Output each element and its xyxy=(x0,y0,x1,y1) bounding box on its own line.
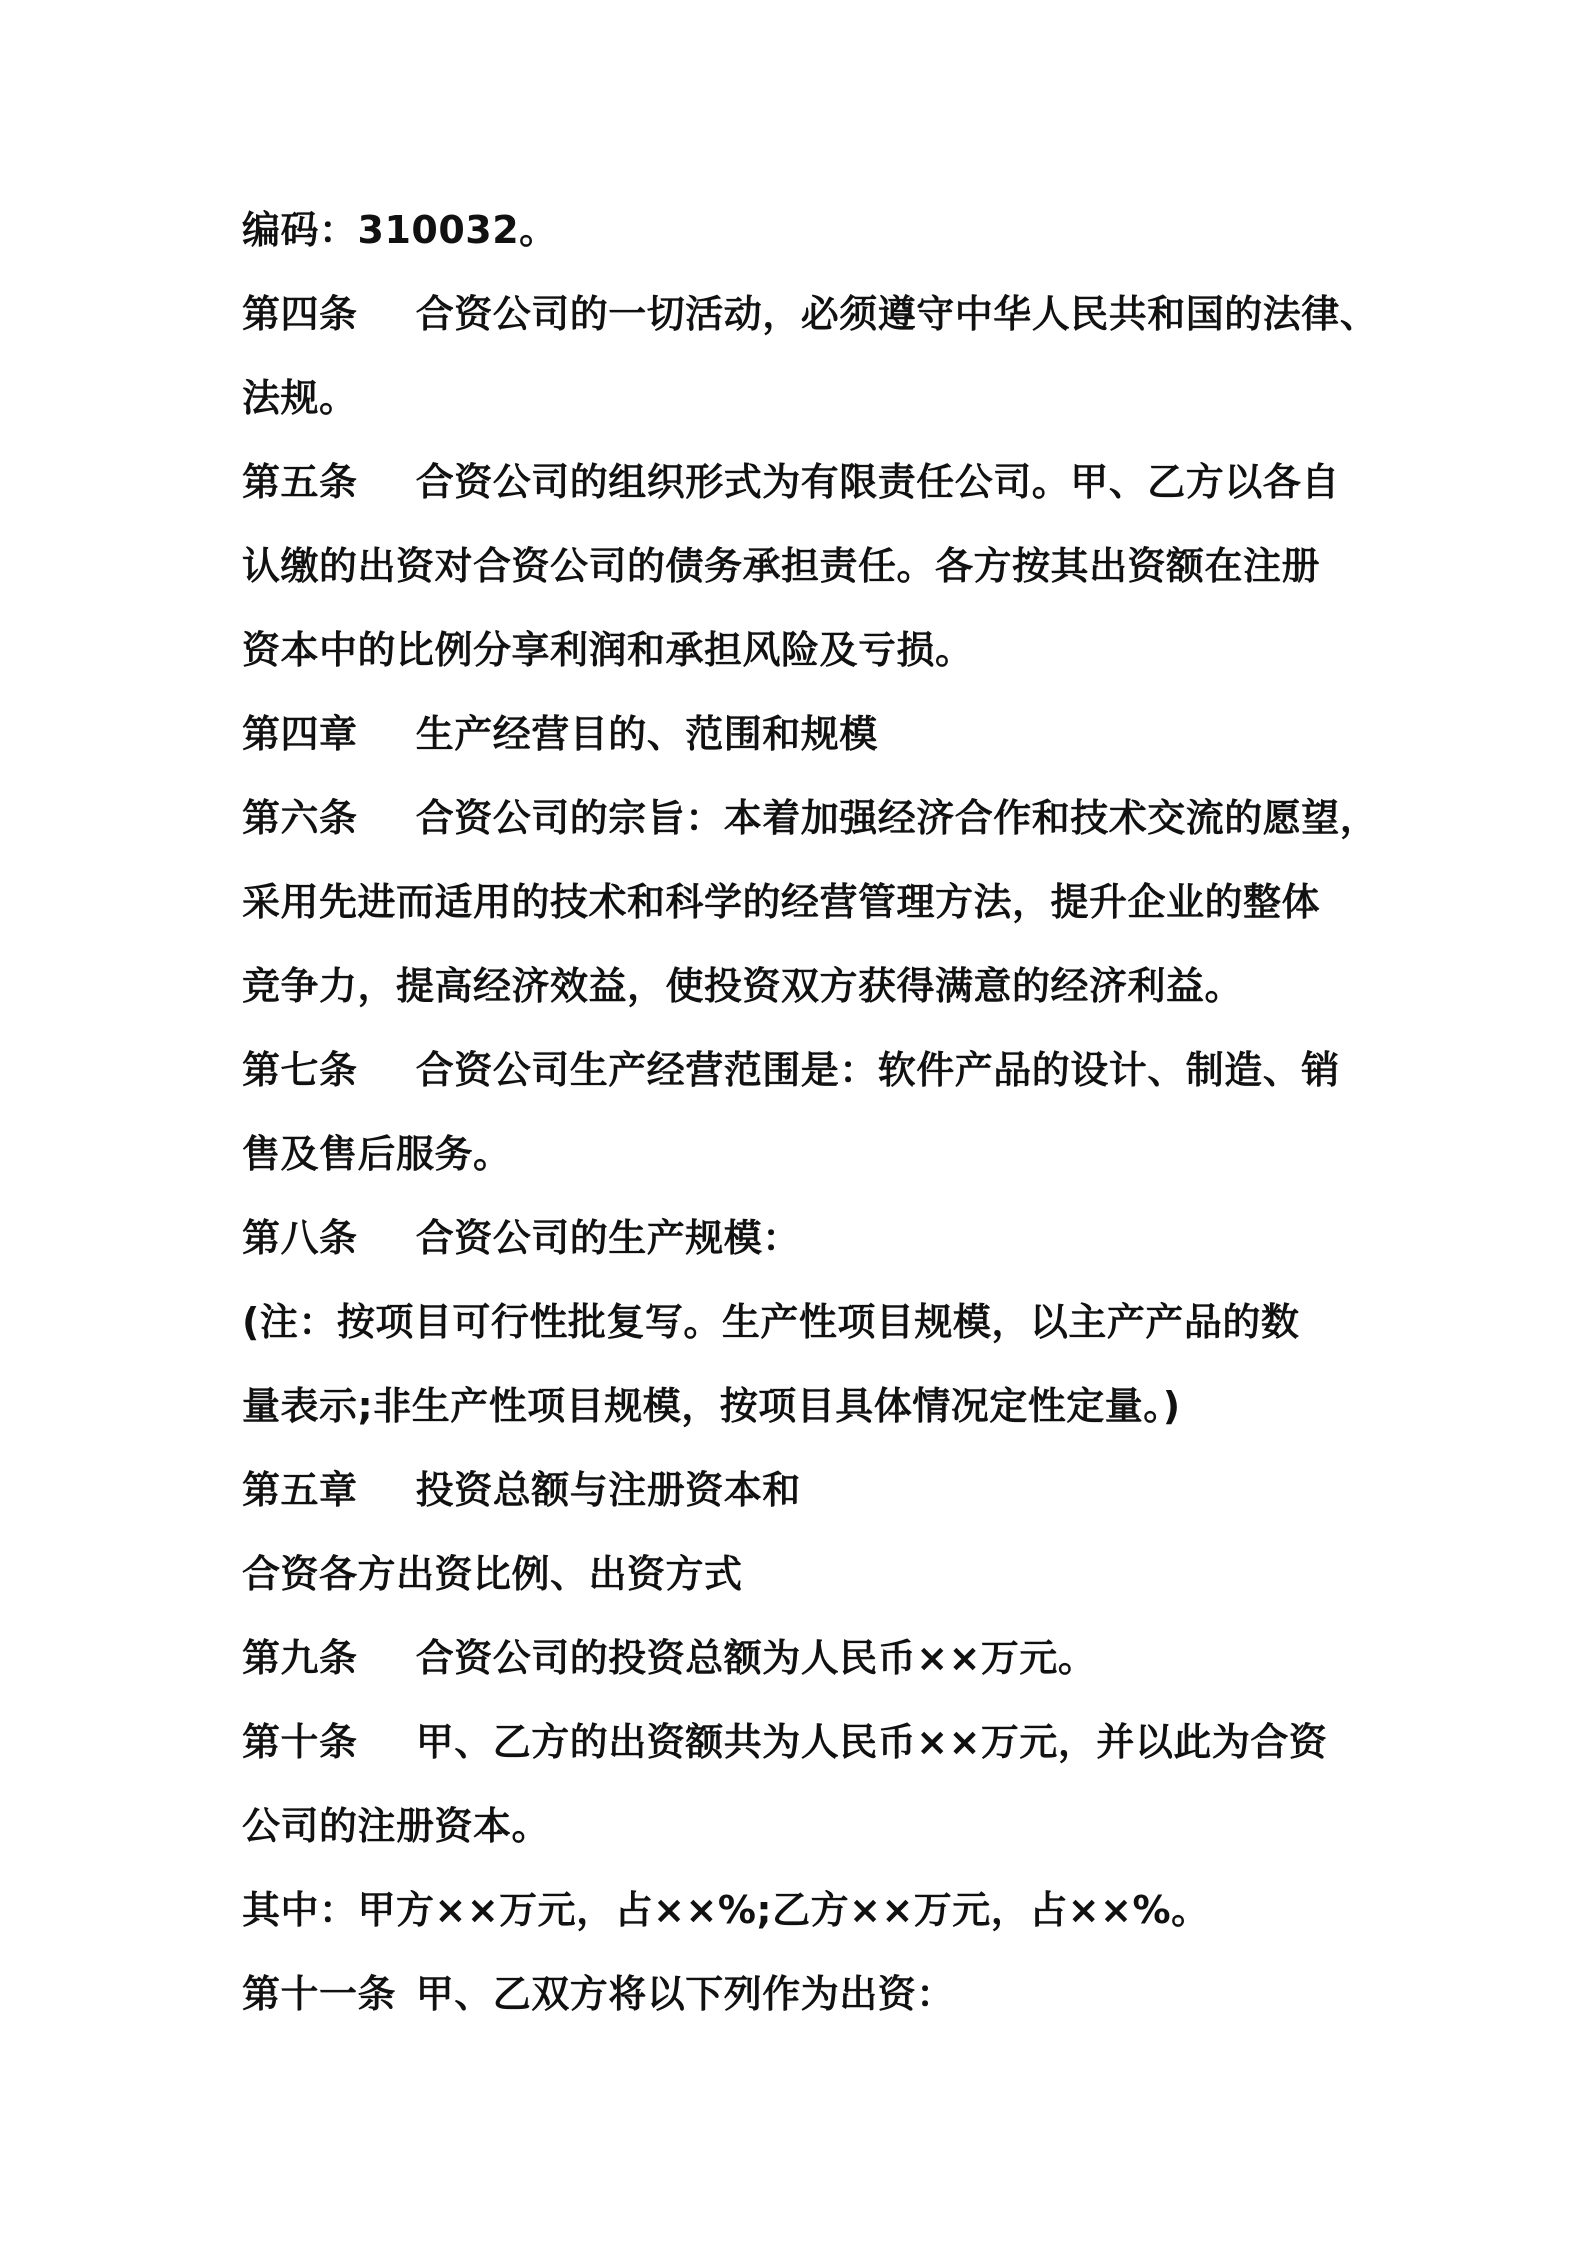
article-9-text-1: 合资公司的投资总额为人民币××万元。 xyxy=(415,1636,1097,1680)
article-11-line-1 xyxy=(242,1962,1392,2046)
article-6-text-3: 竞争力，提高经济效益，使投资双方获得满意的经济利益。 xyxy=(242,964,1244,1008)
chapter-5-label: 第五章 xyxy=(242,1468,358,1512)
article-10-line-1 xyxy=(242,1710,1392,1794)
article-7-line-1 xyxy=(242,1038,1392,1122)
article-10-text-1: 甲、乙方的出资额共为人民币××万元，并以此为合资 xyxy=(415,1720,1328,1764)
chapter-4-heading xyxy=(242,702,1392,786)
line-postal-code xyxy=(242,198,1392,282)
article-11-text-1: 甲、乙双方将以下列作为出资： xyxy=(415,1972,955,2016)
article-5-line-3 xyxy=(242,618,1392,702)
article-11-label: 第十一条 xyxy=(242,1972,397,2016)
article-6-line-2 xyxy=(242,870,1392,954)
article-7-label: 第七条 xyxy=(242,1048,358,1092)
article-5-line-2 xyxy=(242,534,1392,618)
article-9-label: 第九条 xyxy=(242,1636,358,1680)
article-6-label: 第六条 xyxy=(242,796,358,840)
capital-split-line xyxy=(242,1878,1392,1962)
note-line-1 xyxy=(242,1290,1392,1374)
article-10-label: 第十条 xyxy=(242,1720,358,1764)
article-5-line-1 xyxy=(242,450,1392,534)
article-4-line-1 xyxy=(242,282,1392,366)
article-5-label: 第五条 xyxy=(242,460,358,504)
article-5-text-1: 合资公司的组织形式为有限责任公司。甲、乙方以各自 xyxy=(415,460,1340,504)
article-6-text-2: 采用先进而适用的技术和科学的经营管理方法，提升企业的整体 xyxy=(242,880,1321,924)
article-6-line-3 xyxy=(242,954,1392,1038)
capital-split-text: 其中：甲方××万元，占××%;乙方××万元，占××%。 xyxy=(242,1888,1210,1932)
chapter-5-heading-line-1 xyxy=(242,1458,1392,1542)
chapter-4-title: 生产经营目的、范围和规模 xyxy=(415,712,878,756)
note-text-1: (注：按项目可行性批复写。生产性项目规模，以主产产品的数 xyxy=(242,1300,1300,1344)
article-5-text-3: 资本中的比例分享利润和承担风险及亏损。 xyxy=(242,628,974,672)
chapter-4-label: 第四章 xyxy=(242,712,358,756)
article-6-line-1 xyxy=(242,786,1392,870)
article-4-text-2: 法规。 xyxy=(242,376,358,420)
article-6-text-1: 合资公司的宗旨：本着加强经济合作和技术交流的愿望， xyxy=(415,796,1379,840)
document-body xyxy=(242,198,1392,2046)
article-4-line-2 xyxy=(242,366,1392,450)
article-10-text-2: 公司的注册资本。 xyxy=(242,1804,551,1848)
note-line-2 xyxy=(242,1374,1392,1458)
article-7-text-1: 合资公司生产经营范围是：软件产品的设计、制造、销 xyxy=(415,1048,1340,1092)
article-4-text-1: 合资公司的一切活动，必须遵守中华人民共和国的法律、 xyxy=(415,292,1379,336)
article-7-text-2: 售及售后服务。 xyxy=(242,1132,512,1176)
article-8-line-1 xyxy=(242,1206,1392,1290)
note-text-2: 量表示;非生产性项目规模，按项目具体情况定性定量。) xyxy=(242,1384,1181,1428)
chapter-5-heading-line-2 xyxy=(242,1542,1392,1626)
article-4-label: 第四条 xyxy=(242,292,358,336)
article-7-line-2 xyxy=(242,1122,1392,1206)
article-10-line-2 xyxy=(242,1794,1392,1878)
postal-code-text: 编码：310032。 xyxy=(242,208,558,252)
chapter-5-title-2: 合资各方出资比例、出资方式 xyxy=(242,1552,743,1596)
article-9-line-1 xyxy=(242,1626,1392,1710)
article-8-label: 第八条 xyxy=(242,1216,358,1260)
chapter-5-title-1: 投资总额与注册资本和 xyxy=(415,1468,801,1512)
article-8-text-1: 合资公司的生产规模： xyxy=(415,1216,801,1260)
article-5-text-2: 认缴的出资对合资公司的债务承担责任。各方按其出资额在注册 xyxy=(242,544,1321,588)
